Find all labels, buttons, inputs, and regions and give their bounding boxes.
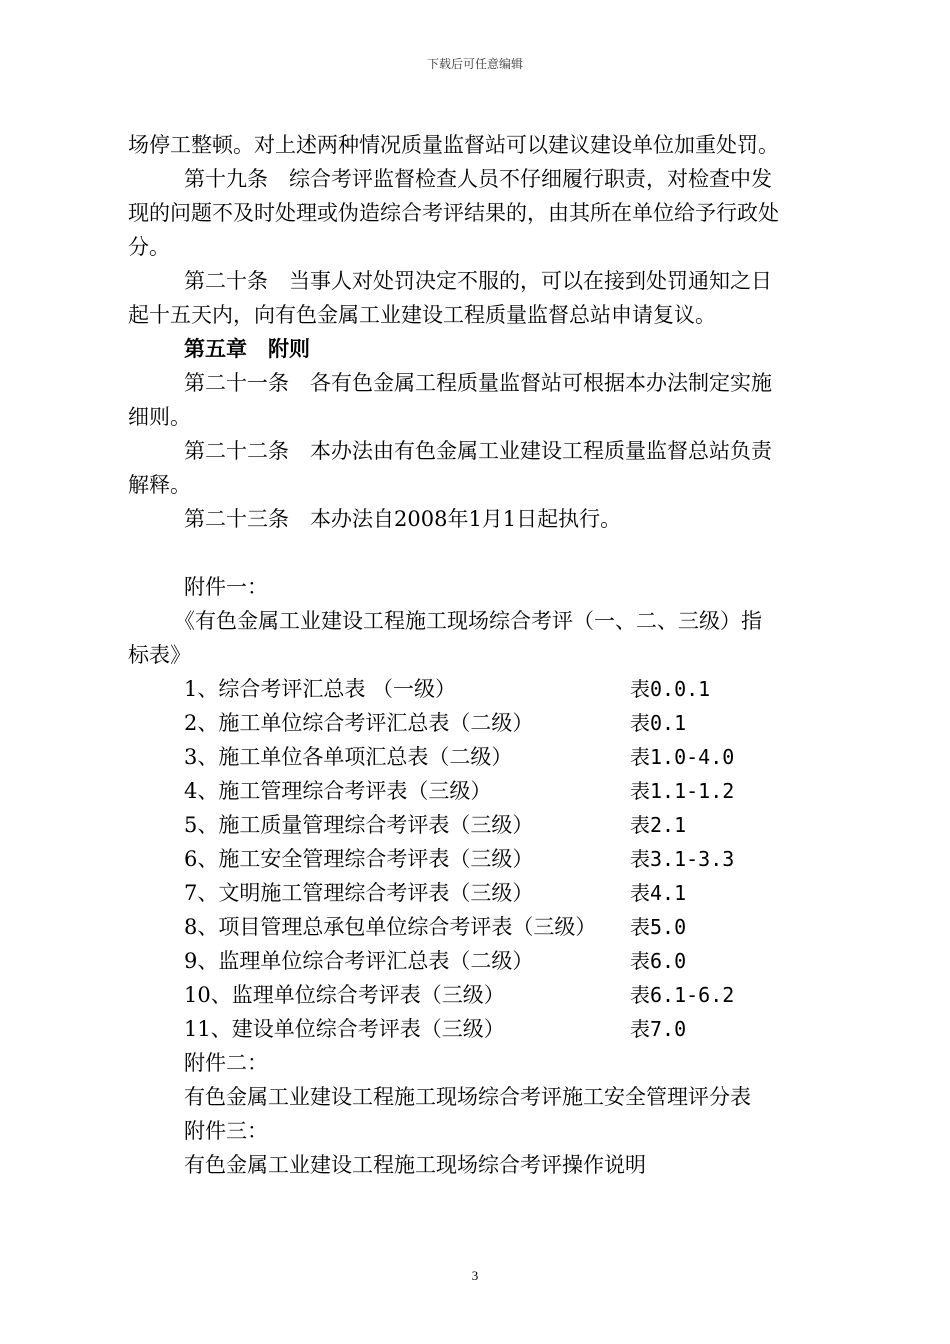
- list-item-table-ref: 表7.0: [630, 1017, 687, 1041]
- list-item-table-ref: 表2.1: [630, 813, 687, 837]
- list-item-title: 2、施工单位综合考评汇总表（二级）: [184, 711, 534, 735]
- list-item-table-ref: 表3.1-3.3: [630, 847, 735, 871]
- list-item-title: 5、施工质量管理综合考评表（三级）: [184, 813, 534, 837]
- article-20-line-2: 起十五天内，向有色金属工业建设工程质量监督总站申请复议。: [128, 303, 716, 327]
- list-item-title: 11、建设单位综合考评表（三级）: [184, 1017, 505, 1041]
- list-item-title: 9、监理单位综合考评汇总表（二级）: [184, 949, 534, 973]
- list-item-title: 3、施工单位各单项汇总表（二级）: [184, 745, 513, 769]
- list-item-table-ref: 表4.1: [630, 881, 687, 905]
- article-21-line-2: 细则。: [128, 405, 191, 429]
- attachment-2-label: 附件二：: [184, 1051, 268, 1075]
- list-item-title: 6、施工安全管理综合考评表（三级）: [184, 847, 534, 871]
- list-item: [128, 978, 828, 1012]
- article-19-line-3: 分。: [128, 235, 170, 259]
- list-item-title: 8、项目管理总承包单位综合考评表（三级）: [184, 915, 597, 939]
- page-header: 下载后可任意编辑: [426, 57, 523, 71]
- list-item: [128, 910, 828, 944]
- article-22-line-2: 解释。: [128, 473, 191, 497]
- list-item: [128, 740, 828, 774]
- attachment-1-list: [128, 672, 828, 1046]
- article-19-line-1: 第十九条 综合考评监督检查人员不仔细履行职责，对检查中发: [184, 167, 772, 191]
- list-item-title: 1、综合考评汇总表 （一级）: [184, 677, 457, 701]
- list-item-table-ref: 表1.1-1.2: [630, 779, 735, 803]
- article-23-line: 第二十三条 本办法自2008年1月1日起执行。: [184, 507, 622, 531]
- list-item: [128, 774, 828, 808]
- article-22-line-1: 第二十二条 本办法由有色金属工业建设工程质量监督总站负责: [184, 439, 772, 463]
- article-21-line-1: 第二十一条 各有色金属工程质量监督站可根据本办法制定实施: [184, 371, 772, 395]
- blank-line: [128, 536, 828, 570]
- list-item: [128, 876, 828, 910]
- list-item: [128, 944, 828, 978]
- list-item: [128, 808, 828, 842]
- list-item-table-ref: 表5.0: [630, 915, 687, 939]
- attachment-3-title: 有色金属工业建设工程施工现场综合考评操作说明: [184, 1153, 646, 1177]
- page-number: 3: [471, 1268, 479, 1283]
- attachment-1-title-line-1: 《有色金属工业建设工程施工现场综合考评（一、二、三级）指: [174, 609, 762, 633]
- article-20-line-1: 第二十条 当事人对处罚决定不服的，可以在接到处罚通知之日: [184, 269, 772, 293]
- list-item: [128, 1012, 828, 1046]
- list-item: [128, 842, 828, 876]
- list-item-table-ref: 表0.0.1: [630, 677, 711, 701]
- list-item-title: 10、监理单位综合考评表（三级）: [184, 983, 505, 1007]
- list-item-title: 4、施工管理综合考评表（三级）: [184, 779, 492, 803]
- list-item-table-ref: 表6.1-6.2: [630, 983, 735, 1007]
- attachment-2-title: 有色金属工业建设工程施工现场综合考评施工安全管理评分表: [184, 1085, 751, 1109]
- attachment-1-label: 附件一：: [184, 575, 268, 599]
- chapter-5-heading: 第五章 附则: [184, 337, 310, 361]
- list-item-table-ref: 表1.0-4.0: [630, 745, 735, 769]
- attachment-1-title-line-2: 标表》: [128, 643, 191, 667]
- article-19-line-2: 现的问题不及时处理或伪造综合考评结果的，由其所在单位给予行政处: [128, 201, 779, 225]
- paragraph-line: 场停工整顿。对上述两种情况质量监督站可以建议建设单位加重处罚。: [128, 133, 779, 157]
- list-item-title: 7、文明施工管理综合考评表（三级）: [184, 881, 534, 905]
- list-item-table-ref: 表6.0: [630, 949, 687, 973]
- list-item: [128, 706, 828, 740]
- document-body: [128, 128, 828, 1182]
- attachment-3-label: 附件三：: [184, 1119, 268, 1143]
- list-item-table-ref: 表0.1: [630, 711, 687, 735]
- list-item: [128, 672, 828, 706]
